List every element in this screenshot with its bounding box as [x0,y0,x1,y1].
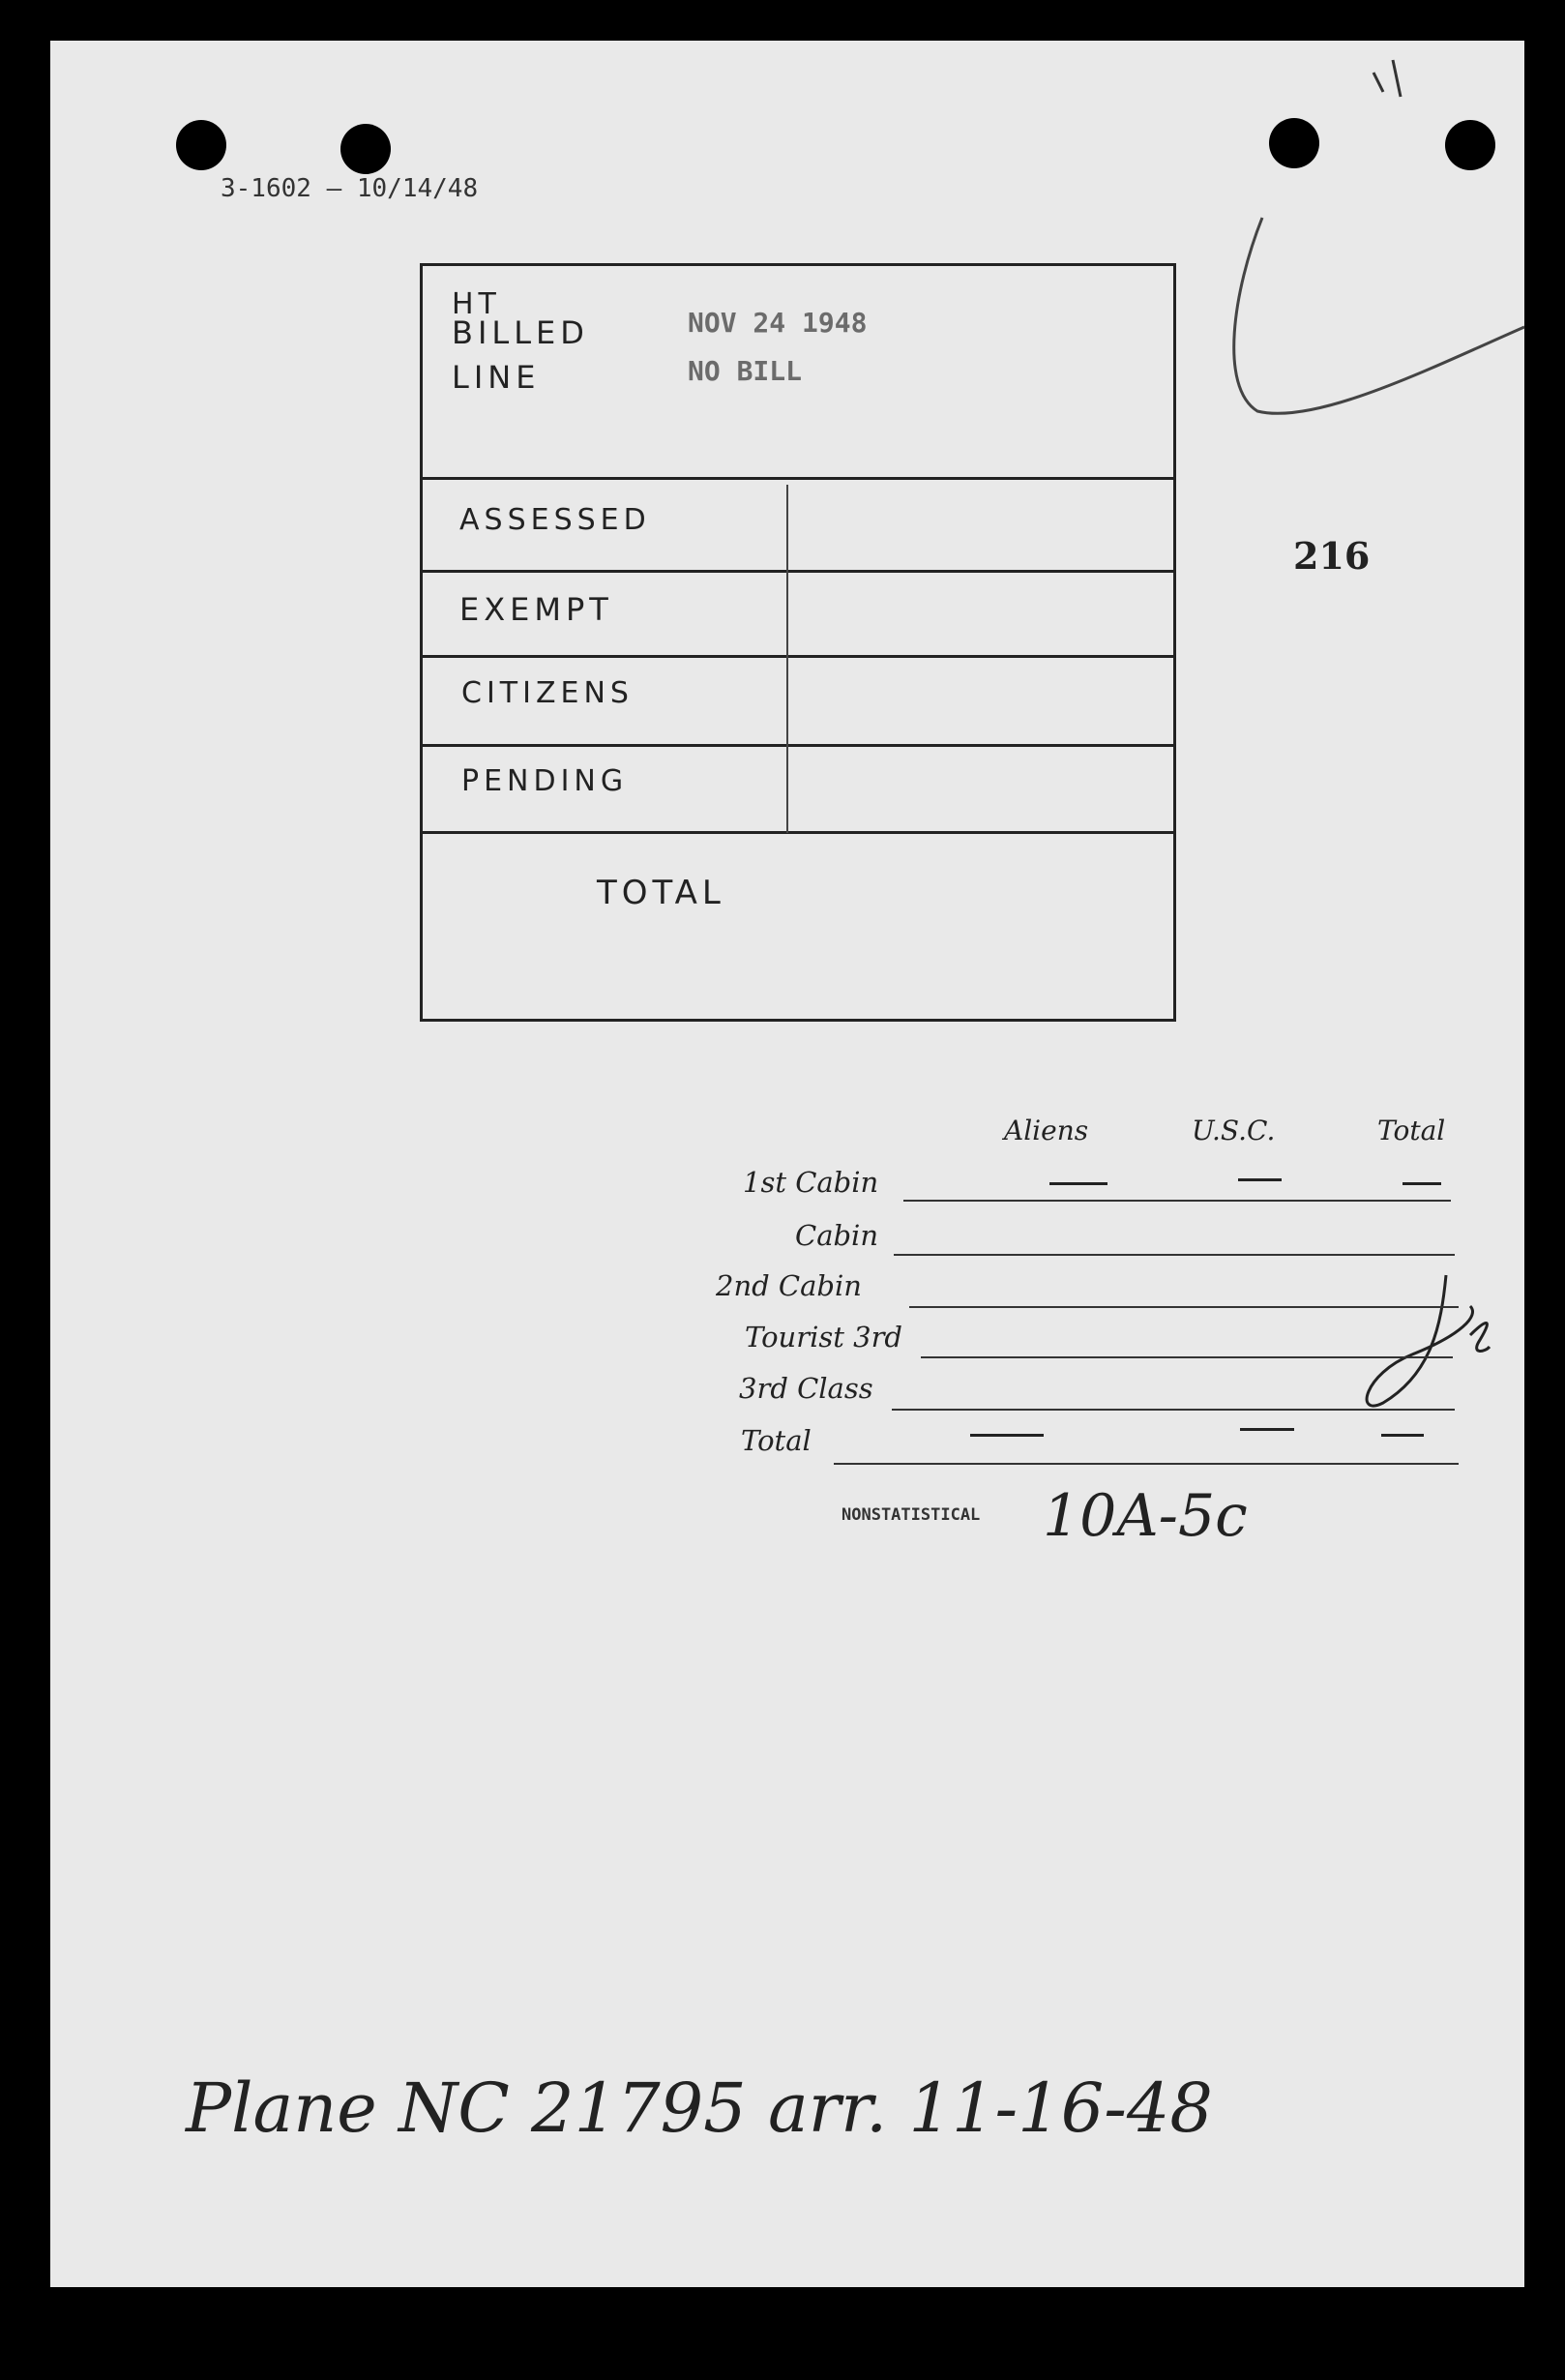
date-stamp: NOV 24 1948 [688,307,868,339]
total-dash-aliens [970,1434,1044,1437]
bottom-note: Plane NC 21795 arr. 11-16-48 [186,2068,1213,2148]
ht-label: HT [452,287,501,321]
page-number: 216 [1293,534,1371,578]
dash-usc [1238,1178,1282,1181]
row-pending: PENDING [461,764,629,798]
row-divider-3 [423,655,1173,658]
line-total [834,1463,1459,1465]
row-tourist-3rd: Tourist 3rd [745,1321,902,1354]
nonstatistical-code: 10A-5c [1043,1482,1248,1550]
total-dash-total [1381,1434,1424,1437]
line-cabin [894,1254,1455,1256]
total-dash-usc [1240,1428,1294,1431]
row-total: Total [741,1424,812,1457]
line-3rd-class [892,1409,1455,1411]
total-label: TOTAL [597,874,725,912]
row-2nd-cabin: 2nd Cabin [716,1269,862,1302]
row-citizens: CITIZENS [461,676,634,710]
no-bill-stamp: NO BILL [688,355,803,387]
row-3rd-class: 3rd Class [739,1372,873,1405]
col-aliens: Aliens [1004,1115,1089,1146]
row-divider-1 [423,477,1173,480]
row-1st-cabin: 1st Cabin [743,1166,879,1199]
form-code: 3-1602 — 10/14/48 [221,174,479,203]
row-divider-2 [423,570,1173,573]
row-assessed: ASSESSED [459,503,651,537]
col-total: Total [1377,1115,1446,1146]
col-usc: U.S.C. [1192,1115,1276,1146]
nonstatistical-stamp: NONSTATISTICAL [842,1505,981,1525]
column-divider [786,485,788,833]
line-label: LINE [452,359,541,396]
billing-box [420,263,1176,1022]
line-1st-cabin [903,1200,1451,1202]
line-2nd-cabin [909,1306,1459,1308]
row-cabin: Cabin [795,1219,878,1252]
billed-label: BILLED [452,314,589,351]
row-divider-4 [423,744,1173,747]
dash-aliens [1049,1182,1107,1185]
dash-total [1403,1182,1441,1185]
line-tourist-3rd [921,1356,1453,1358]
row-exempt: EXEMPT [459,591,613,628]
row-divider-5 [423,831,1173,834]
